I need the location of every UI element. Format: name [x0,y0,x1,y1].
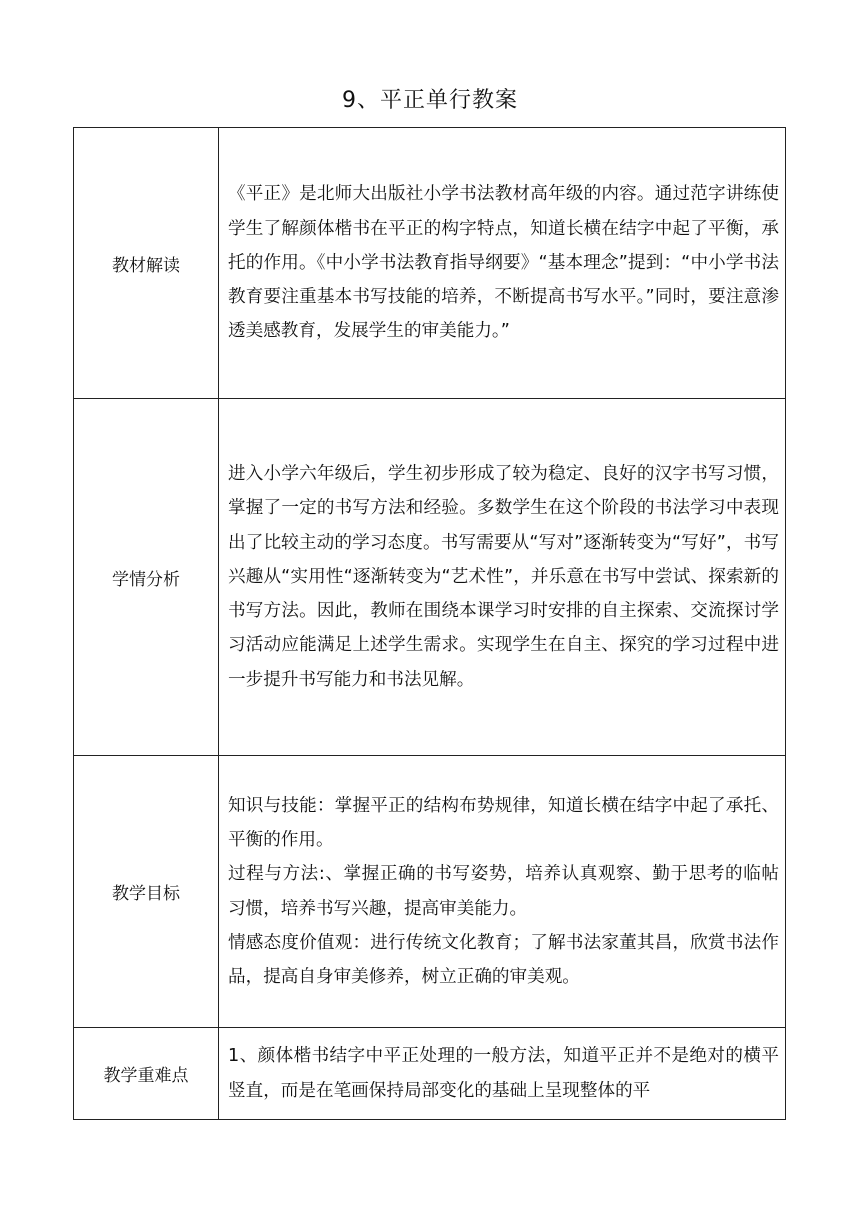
row-label: 教学目标 [74,756,219,1028]
row-content [219,399,786,756]
page-title: 9、平正单行教案 [342,88,518,113]
content-paragraph: 知识与技能：掌握平正的结构布势规律，知道长横在结字中起了承托、平衡的作用。 [228,795,779,851]
content-paragraph: 过程与方法:、掌握正确的书写姿势，培养认真观察、勤于思考的临帖习惯，培养书写兴趣，提高审美能力。 [228,864,779,919]
content-paragraph: 进入小学六年级后，学生初步形成了较为稳定、良好的汉字书写习惯，掌握了一定的书写方法和经验。多数学生在这个阶段的书法学习中表现出了比较主动的学习态度。书写需要从“写对”逐渐转变为“写好”，书写兴趣从“实用性“逐渐转变为“艺术性”，并乐意在书写中尝试、探索新的书写方法。因此，教师在围绕本课学习时安排的自主探索、交流探讨学习活动应能满足上述学生需求。实现学生在自主、探究的学习过程中进一步提升书写能力和书法见解。 [228,464,779,690]
row-content [219,128,786,399]
content-paragraph: 1、颜体楷书结字中平正处理的一般方法，知道平正并不是绝对的横平竖直，而是在笔画保持局部变化的基础上呈现整体的平 [228,1046,779,1101]
content-paragraph: 《平正》是北师大出版社小学书法教材高年级的内容。通过范字讲练使学生了解颜体楷书在平正的构字特点，知道长横在结字中起了平衡，承托的作用。《中小学书法教育指导纲要》“基本理念”提到：“中小学书法教育要注重基本书写技能的培养，不断提高书写水平。”同时，要注意渗透美感教育，发展学生的审美能力。” [228,184,779,342]
row-label: 教学重难点 [74,1028,219,1120]
table-row-teaching-objectives [74,756,786,1028]
row-content [219,756,786,1028]
table-row-student-analysis [74,399,786,756]
row-content [219,1028,786,1120]
table-row-material-analysis [74,128,786,399]
lesson-plan-table [73,127,786,1120]
row-label: 教材解读 [74,128,219,399]
row-label: 学情分析 [74,399,219,756]
content-paragraph: 情感态度价值观：进行传统文化教育；了解书法家董其昌，欣赏书法作品，提高自身审美修养，树立正确的审美观。 [228,932,779,987]
table-row-key-difficulties [74,1028,786,1120]
